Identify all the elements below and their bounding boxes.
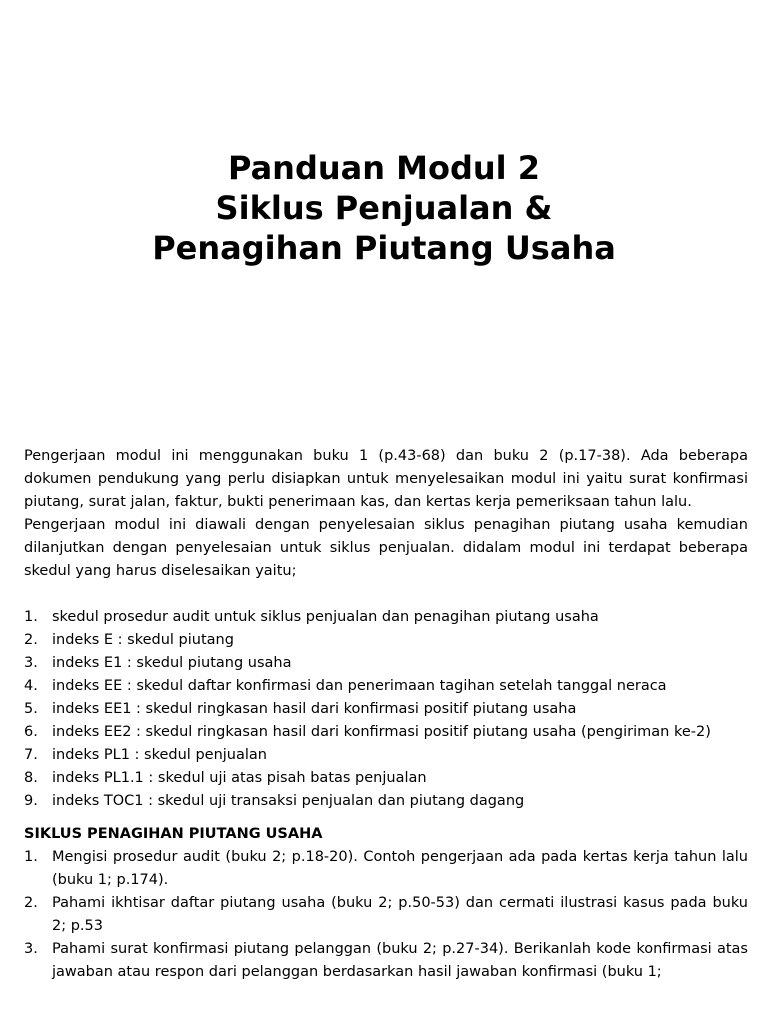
list-item: [24, 721, 748, 744]
list-item: [24, 652, 748, 675]
list-item: [24, 675, 748, 698]
list-item-number: 1.: [24, 609, 38, 625]
spacer: [24, 583, 748, 606]
list-item-text: Pahami surat konfirmasi piutang pelanggan (buku 2; p.27-34). Berikanlah kode konfirmasi atas jawaban atau respon dari pelanggan berdasarkan hasil jawaban konfirmasi (buku 1;: [52, 941, 748, 980]
list-item-text: indeks E1 : skedul piutang usaha: [52, 655, 292, 671]
list-item-text: indeks PL1 : skedul penjualan: [52, 747, 267, 763]
section-heading: SIKLUS PENAGIHAN PIUTANG USAHA: [24, 826, 323, 842]
spacer: [24, 813, 748, 823]
document-body: [24, 445, 748, 984]
intro-paragraph-1: Pengerjaan modul ini menggunakan buku 1 (p.43-68) dan buku 2 (p.17-38). Ada beberapa dokumen pendukung yang perlu disiapkan untuk menyelesaikan modul ini yaitu surat konfirmasi piutang, surat jalan, faktur, bukti penerimaan kas, dan kertas kerja pemeriksaan tahun lalu.: [24, 448, 748, 510]
list-item-number: 5.: [24, 701, 38, 717]
list-item-text: Mengisi prosedur audit (buku 2; p.18-20). Contoh pengerjaan ada pada kertas kerja tahun lalu (buku 1; p.174).: [52, 849, 748, 888]
list-item: [24, 892, 748, 938]
list-item-number: 4.: [24, 678, 38, 694]
list-item-number: 6.: [24, 724, 38, 740]
list-item: [24, 606, 748, 629]
list-item: [24, 744, 748, 767]
list-item-number: 7.: [24, 747, 38, 763]
list-item-number: 1.: [24, 849, 38, 865]
schedule-list: [24, 606, 748, 813]
list-item-text: indeks EE2 : skedul ringkasan hasil dari konfirmasi positif piutang usaha (pengiriman ke-2): [52, 724, 711, 740]
intro-paragraph-2: Pengerjaan modul ini diawali dengan penyelesaian siklus penagihan piutang usaha kemudian dilanjutkan dengan penyelesaian untuk siklus penjualan. didalam modul ini terdapat beberapa skedul yang harus diselesaikan yaitu;: [24, 517, 748, 579]
list-item-number: 8.: [24, 770, 38, 786]
list-item: [24, 846, 748, 892]
list-item-number: 2.: [24, 895, 38, 911]
title-line-1: Panduan Modul 2: [227, 149, 541, 187]
title-line-3: Penagihan Piutang Usaha: [152, 229, 616, 267]
list-item-text: indeks E : skedul piutang: [52, 632, 234, 648]
list-item: [24, 698, 748, 721]
title-line-2: Siklus Penjualan &: [215, 189, 553, 227]
list-item: [24, 629, 748, 652]
list-item-text: indeks EE : skedul daftar konfirmasi dan penerimaan tagihan setelah tanggal neraca: [52, 678, 667, 694]
list-item-number: 3.: [24, 655, 38, 671]
list-item: [24, 938, 748, 984]
list-item: [24, 767, 748, 790]
list-item-number: 2.: [24, 632, 38, 648]
list-item: [24, 790, 748, 813]
list-item-text: indeks PL1.1 : skedul uji atas pisah batas penjualan: [52, 770, 427, 786]
list-item-number: 9.: [24, 793, 38, 809]
document-title: [0, 148, 768, 268]
list-item-text: indeks EE1 : skedul ringkasan hasil dari konfirmasi positif piutang usaha: [52, 701, 577, 717]
list-item-text: Pahami ikhtisar daftar piutang usaha (buku 2; p.50-53) dan cermati ilustrasi kasus pada buku 2; p.53: [52, 895, 748, 934]
section-steps-list: [24, 846, 748, 984]
list-item-text: indeks TOC1 : skedul uji transaksi penjualan dan piutang dagang: [52, 793, 525, 809]
list-item-text: skedul prosedur audit untuk siklus penjualan dan penagihan piutang usaha: [52, 609, 599, 625]
list-item-number: 3.: [24, 941, 38, 957]
